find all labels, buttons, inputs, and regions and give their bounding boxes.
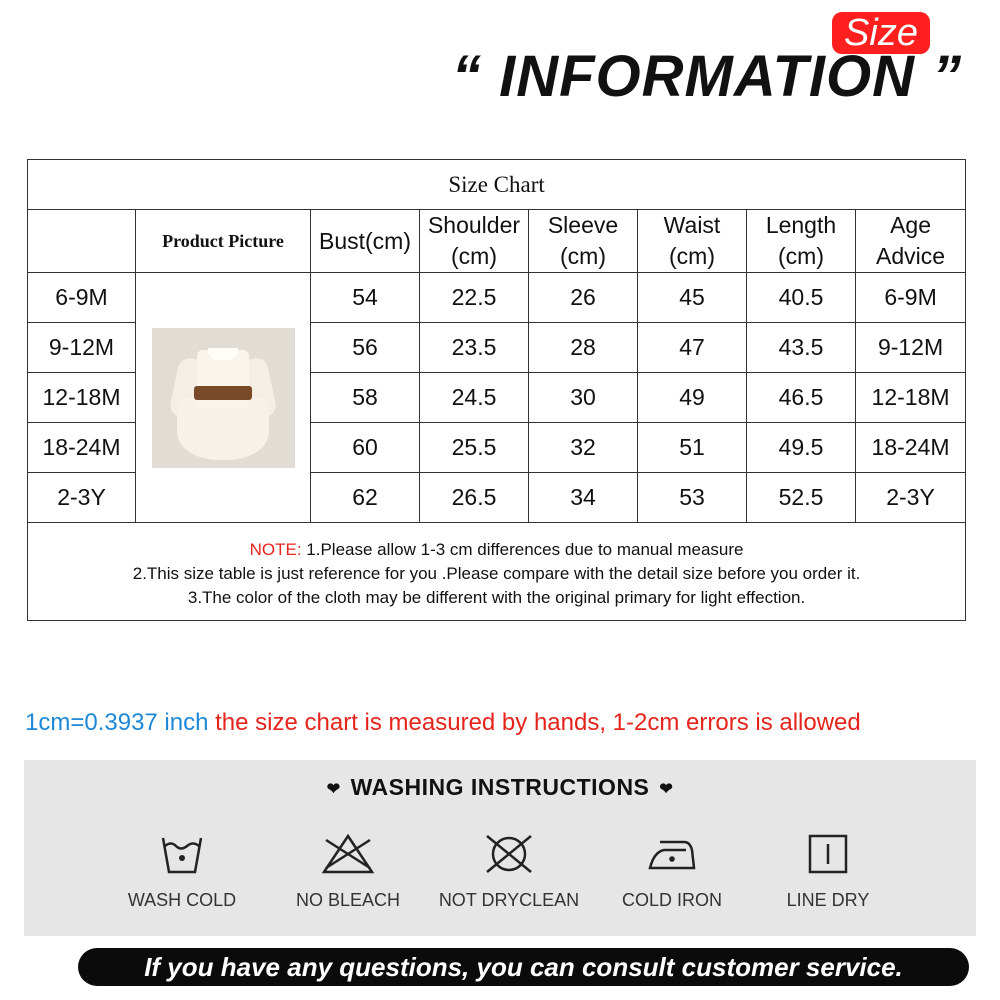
sleeve-cell: 34 <box>529 473 638 523</box>
sleeve-cell: 32 <box>529 423 638 473</box>
age-cell: 12-18M <box>856 373 966 423</box>
size-cell: 2-3Y <box>28 473 136 523</box>
wash-item-label: NO BLEACH <box>295 890 401 910</box>
shoulder-cell: 26.5 <box>420 473 529 523</box>
note-line-3: 3.The color of the cloth may be different with the original primary for light effection. <box>187 587 806 607</box>
shoulder-cell: 23.5 <box>420 323 529 373</box>
wash-item-line-dry <box>748 832 908 911</box>
product-picture-cell <box>136 273 311 523</box>
not-dryclean-icon <box>481 832 537 876</box>
cm-conversion-text: 1cm=0.3937 inch <box>25 709 209 736</box>
notes-cell <box>28 523 966 621</box>
length-cell: 52.5 <box>747 473 856 523</box>
waist-cell: 45 <box>638 273 747 323</box>
note-line-2: 2.This size table is just reference for you .Please compare with the detail size before you order it. <box>132 563 861 583</box>
size-cell: 9-12M <box>28 323 136 373</box>
note-text-1: 1.Please allow 1-3 cm differences due to manual measure <box>301 539 744 559</box>
header-cell-waist: Waist (cm) <box>638 210 747 273</box>
waist-cell: 53 <box>638 473 747 523</box>
washing-title: WASHING INSTRUCTIONS <box>350 774 650 800</box>
length-cell: 49.5 <box>747 423 856 473</box>
waist-cell: 47 <box>638 323 747 373</box>
age-cell: 6-9M <box>856 273 966 323</box>
header-cell-bust: Bust(cm) <box>311 210 420 273</box>
chart-title-row <box>28 160 966 210</box>
size-cell: 6-9M <box>28 273 136 323</box>
bust-cell: 56 <box>311 323 420 373</box>
washing-title-row <box>24 774 976 801</box>
length-cell: 46.5 <box>747 373 856 423</box>
wash-item-cold-iron <box>592 832 752 911</box>
shoulder-cell: 24.5 <box>420 373 529 423</box>
error-allowance-text: the size chart is measured by hands, 1-2cm errors is allowed <box>208 709 861 736</box>
heart-icon: ❤ <box>326 780 341 798</box>
information-title: “ INFORMATION ” <box>452 44 963 109</box>
wash-item-label: LINE DRY <box>786 890 870 910</box>
conversion-line <box>25 709 861 737</box>
chart-header-row <box>28 210 966 273</box>
note-line-1 <box>28 538 965 562</box>
wash-item-wash-cold <box>102 832 262 911</box>
size-badge: Size <box>832 12 930 54</box>
wash-cold-icon <box>159 832 205 876</box>
wash-item-label: COLD IRON <box>621 890 722 910</box>
chart-title: Size Chart <box>28 160 966 210</box>
bust-cell: 60 <box>311 423 420 473</box>
length-cell: 43.5 <box>747 323 856 373</box>
no-bleach-icon <box>320 832 376 876</box>
customer-service-banner: If you have any questions, you can consult customer service. <box>78 948 969 986</box>
note-label: NOTE: <box>249 539 302 559</box>
notes-row <box>28 523 966 621</box>
sleeve-cell: 28 <box>529 323 638 373</box>
size-cell: 18-24M <box>28 423 136 473</box>
age-cell: 9-12M <box>856 323 966 373</box>
bust-cell: 62 <box>311 473 420 523</box>
waist-cell: 51 <box>638 423 747 473</box>
size-chart-table <box>27 159 966 621</box>
wash-item-no-bleach <box>268 832 428 911</box>
waist-cell: 49 <box>638 373 747 423</box>
age-cell: 18-24M <box>856 423 966 473</box>
length-cell: 40.5 <box>747 273 856 323</box>
bust-cell: 54 <box>311 273 420 323</box>
shoulder-cell: 25.5 <box>420 423 529 473</box>
size-cell: 12-18M <box>28 373 136 423</box>
shoulder-cell: 22.5 <box>420 273 529 323</box>
header-cell-empty <box>28 210 136 273</box>
header-cell-shoulder: Shoulder (cm) <box>420 210 529 273</box>
product-picture <box>152 328 295 468</box>
bust-cell: 58 <box>311 373 420 423</box>
washing-panel <box>24 760 976 936</box>
age-cell: 2-3Y <box>856 473 966 523</box>
sleeve-cell: 26 <box>529 273 638 323</box>
header-cell-sleeve: Sleeve (cm) <box>529 210 638 273</box>
header-cell-length: Length (cm) <box>747 210 856 273</box>
table-row <box>28 273 966 323</box>
heart-icon: ❤ <box>659 780 674 798</box>
cold-iron-icon <box>646 832 698 876</box>
sleeve-cell: 30 <box>529 373 638 423</box>
wash-item-not-dryclean <box>429 832 589 911</box>
wash-item-label: NOT DRYCLEAN <box>438 890 580 910</box>
header-cell-product-picture: Product Picture <box>136 210 311 273</box>
line-dry-icon <box>806 832 850 876</box>
header <box>0 0 1000 130</box>
wash-item-label: WASH COLD <box>127 890 237 910</box>
header-cell-age-advice: Age Advice <box>856 210 966 273</box>
